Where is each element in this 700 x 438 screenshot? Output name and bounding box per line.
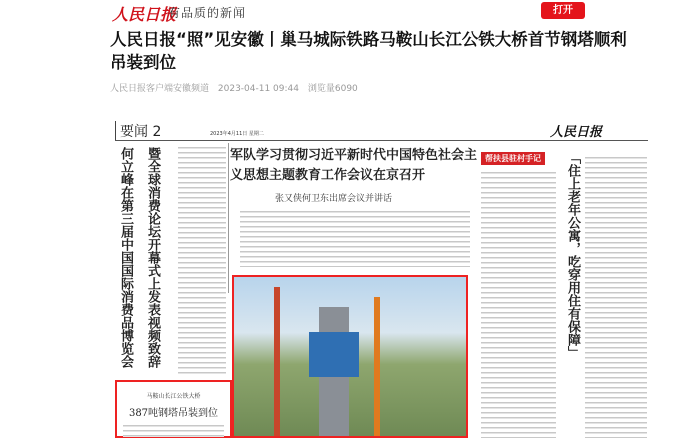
box-kicker: 马鞍山长江公铁大桥 xyxy=(146,393,201,400)
left-headline-1: 何立峰在第三届中国国际消费品博览会 xyxy=(118,147,133,368)
article-views: 浏览量6090 xyxy=(307,84,358,94)
article-title: 人民日报“照”见安徽丨巢马城际铁路马鞍山长江公铁大桥首节钢塔顺利吊装到位 xyxy=(110,30,627,72)
paper-date: 2023年4月11日 星期二 xyxy=(210,131,264,137)
right-headline: 「住上老年公寓，吃穿用住有保障」 xyxy=(565,151,580,359)
slogan: 有品质的新闻 xyxy=(168,6,247,20)
box-headline: 387吨钢塔吊装到位 xyxy=(128,408,219,419)
bridge-tower-photo xyxy=(232,275,468,438)
article-datetime: 2023-04-11 09:44 xyxy=(217,84,299,94)
main-subheadline: 张又侠何卫东出席会议并讲话 xyxy=(275,194,393,204)
crane xyxy=(374,297,380,437)
newspaper-page-image[interactable] xyxy=(100,115,675,438)
main-headline: 军队学习贯彻习近平新时代中国特色社会主义思想主题教育工作会议在京召开 xyxy=(230,148,478,183)
divider xyxy=(228,143,229,293)
people-daily-logo: 人民日报 xyxy=(112,5,177,24)
body-text xyxy=(240,209,470,267)
crane xyxy=(274,287,280,437)
divider xyxy=(115,140,648,141)
article-meta xyxy=(110,81,364,94)
left-headline-2: 暨全球消费论坛开幕式上发表视频致辞 xyxy=(145,147,160,368)
open-app-button[interactable]: 打开 xyxy=(541,2,585,19)
column-tag: 帮扶县驻村手记 xyxy=(481,152,545,165)
article-source: 人民日报客户端安徽频道 xyxy=(110,84,210,94)
steel-segment xyxy=(309,332,359,377)
section-label: 要闻 2 xyxy=(115,121,161,141)
paper-logo: 人民日报 xyxy=(550,125,603,140)
body-text xyxy=(585,155,647,438)
body-text xyxy=(178,145,226,377)
body-text xyxy=(481,170,556,438)
photo-caption-box xyxy=(115,380,232,438)
body-text xyxy=(123,423,224,437)
